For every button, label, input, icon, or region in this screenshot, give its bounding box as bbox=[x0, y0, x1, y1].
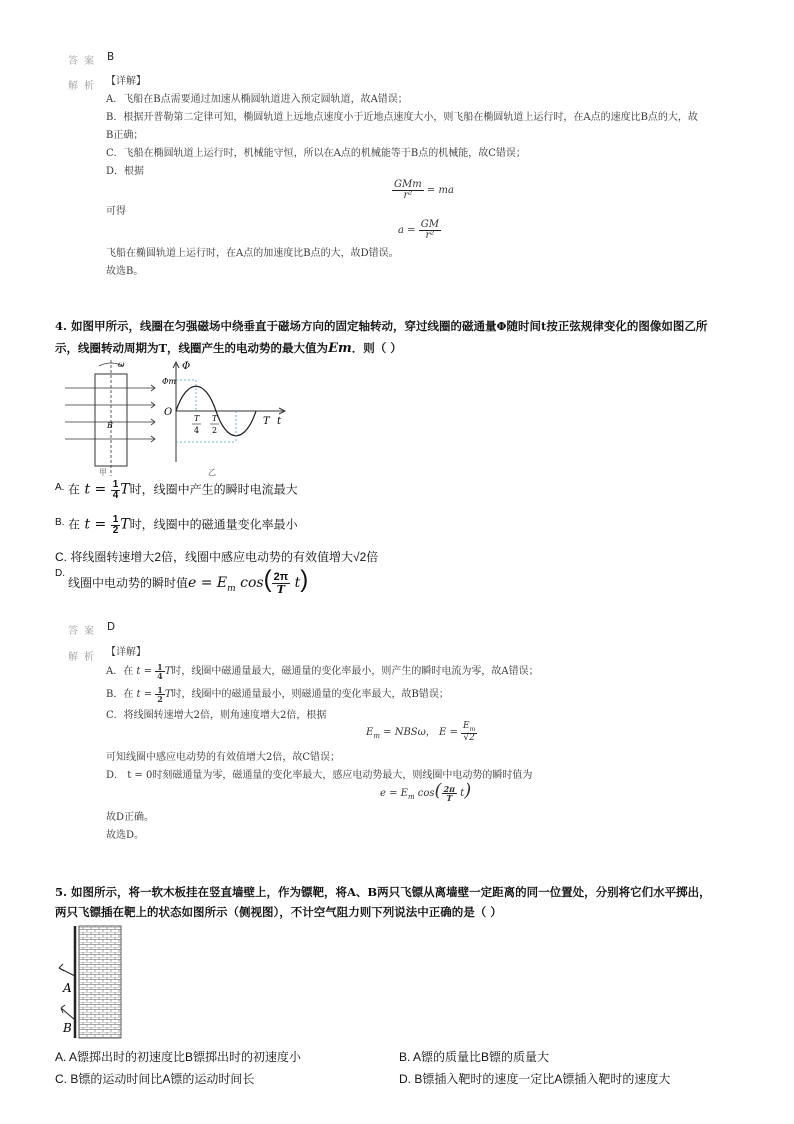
option-a: A. A镖掷出时的初速度比B镖掷出时的初速度小 bbox=[55, 1050, 302, 1064]
field-b-label: B bbox=[107, 421, 113, 430]
analysis-label: 解析 bbox=[68, 81, 100, 92]
analysis-a: A．在 t = $\frac{1}{4}$ T时，线圈中磁通量最大，磁通量的变化率最小，则产生的瞬时电流为零，故A错误； bbox=[106, 662, 539, 681]
analysis-line: C．飞船在椭圆轨道上运行时，机械能守恒，所以在A点的机械能等于B点的机械能，故C错误； bbox=[106, 148, 526, 159]
brick-wall bbox=[79, 926, 121, 1038]
caption-jia: 甲 bbox=[99, 468, 107, 477]
kede-text: 可得 bbox=[106, 206, 126, 217]
tick-t2-num: T bbox=[212, 414, 218, 423]
detail-tag: 【详解】 bbox=[106, 647, 146, 658]
analysis-line: B．根据开普勒第二定律可知，椭圆轨道上远地点速度小于近地点速度大小，则飞船在椭圆轨道上运行时，在A点的速度比B点的大，故 bbox=[106, 112, 698, 123]
dart-a-label: A bbox=[63, 981, 72, 995]
equation-2 bbox=[398, 220, 441, 241]
question-5-stem-line1: 5. 如图所示，将一软木板挂在竖直墙壁上，作为镖靶，将A、B两只飞镖从离墙壁一定距离的同一位置处，分别将它们水平掷出， bbox=[55, 885, 711, 899]
option-b: B. A镖的质量比B镖的质量大 bbox=[399, 1050, 550, 1064]
tick-t4-den: 4 bbox=[194, 426, 200, 435]
option-b: 在 t = $\frac{1}{2}$ T时，线圈中的磁通量变化率最小 bbox=[68, 514, 298, 536]
question-5-stem-line2: 两只飞镖插在靶上的状态如图所示（侧视图），不计空气阻力则下列说法中正确的是（ ） bbox=[55, 905, 502, 919]
t-axis-label: t bbox=[277, 416, 282, 427]
question-4-stem-line1: 4. 如图甲所示，线圈在匀强磁场中绕垂直于磁场方向的固定轴转动，穿过线圈的磁通量Φ随时间t按正弦规律变化的图像如图乙所 bbox=[55, 319, 708, 333]
analysis-d: D． t = 0时刻磁通量为零，磁通量的变化率最大，感应电动势最大，则线圈中电动势的瞬时值为 bbox=[106, 770, 533, 781]
dart-b-tail-icon bbox=[61, 1005, 65, 1013]
caption-yi: 乙 bbox=[208, 468, 216, 477]
eq2-den: r² bbox=[425, 230, 435, 241]
eq1-rhs: = ma bbox=[426, 185, 454, 196]
answer-label: 答案 bbox=[68, 56, 100, 67]
eq2-num: GM bbox=[420, 219, 439, 230]
analysis-line: 故选D。 bbox=[106, 830, 145, 841]
answer-value: D bbox=[107, 621, 116, 633]
analysis-b: B．在 t = $\frac{1}{2}$ T时，线圈中的磁通量最小，则磁通量的变化率最大，故B错误； bbox=[106, 685, 449, 704]
phim-label: Φm bbox=[162, 377, 177, 386]
question-4-stem-line2: 示，线圈转动周期为T，线圈产生的电动势的最大值为Em．则（ ） bbox=[55, 341, 402, 356]
tick-t2-den: 2 bbox=[212, 426, 218, 435]
field-arrow-icon bbox=[151, 385, 155, 442]
eq2-lhs: a = bbox=[398, 225, 416, 236]
em-symbol: Em bbox=[328, 341, 352, 356]
c-equation: $E_m = NBS\omega$， E = $\frac{E_m}{√2}$ bbox=[366, 721, 476, 743]
analysis-c-tail: 可知线圈中感应电动势的有效值增大2倍，故C错误； bbox=[106, 752, 341, 763]
eq1-den: r² bbox=[403, 190, 413, 201]
equation-1 bbox=[392, 180, 454, 201]
figure-yi bbox=[160, 358, 295, 478]
origin-label: O bbox=[164, 407, 173, 418]
analysis-line: 故选B。 bbox=[106, 266, 144, 277]
option-d-prefix: D. bbox=[55, 568, 65, 579]
option-a: 在 t = $\frac{1}{4}$ T时，线圈中产生的瞬时电流最大 bbox=[68, 479, 298, 501]
dartboard-figure bbox=[55, 922, 130, 1042]
answer-value: B bbox=[107, 51, 115, 63]
analysis-line: 故D正确。 bbox=[106, 812, 155, 823]
answer-label: 答案 bbox=[68, 626, 100, 637]
option-b-prefix: B. bbox=[55, 517, 65, 528]
option-d: 线圈中电动势的瞬时值$e = E_m$ cos( $\frac{2\pi}{T}$ t) bbox=[68, 566, 309, 597]
field-lines bbox=[65, 388, 155, 439]
analysis-line: A．飞船在B点需要通过加速从椭圆轨道进入预定圆轨道，故A错误； bbox=[106, 94, 408, 105]
figure-jia bbox=[55, 358, 173, 478]
option-c: C. 将线圈转速增大2倍，线圈中感应电动势的有效值增大√2倍 bbox=[55, 550, 379, 564]
dart-b-label: B bbox=[63, 1021, 72, 1035]
analysis-label: 解析 bbox=[68, 652, 100, 663]
analysis-line: 飞船在椭圆轨道上运行时，在A点的加速度比B点的大，故D错误。 bbox=[106, 248, 399, 259]
phi-label: Φ bbox=[182, 361, 191, 372]
analysis-line: B正确； bbox=[106, 130, 144, 141]
analysis-line: D．根据 bbox=[106, 166, 145, 177]
eq1-num: GMm bbox=[394, 179, 422, 190]
option-c: C. B镖的运动时间比A镖的运动时间长 bbox=[55, 1072, 255, 1086]
detail-tag: 【详解】 bbox=[106, 76, 146, 87]
option-a-prefix: A. bbox=[55, 482, 65, 493]
analysis-c: C．将线圈转速增大2倍，则角速度增大2倍，根据 bbox=[106, 710, 327, 721]
option-d: D. B镖插入靶时的速度一定比A镖插入靶时的速度大 bbox=[399, 1072, 671, 1086]
tick-t-label: T bbox=[263, 416, 270, 427]
d-equation: $e = E_m$ cos( $\frac{2\pi}{T}$ t) bbox=[380, 780, 472, 803]
dart-b-icon bbox=[61, 1008, 75, 1020]
omega-label: ω bbox=[118, 360, 125, 369]
tick-t4-num: T bbox=[194, 414, 200, 423]
